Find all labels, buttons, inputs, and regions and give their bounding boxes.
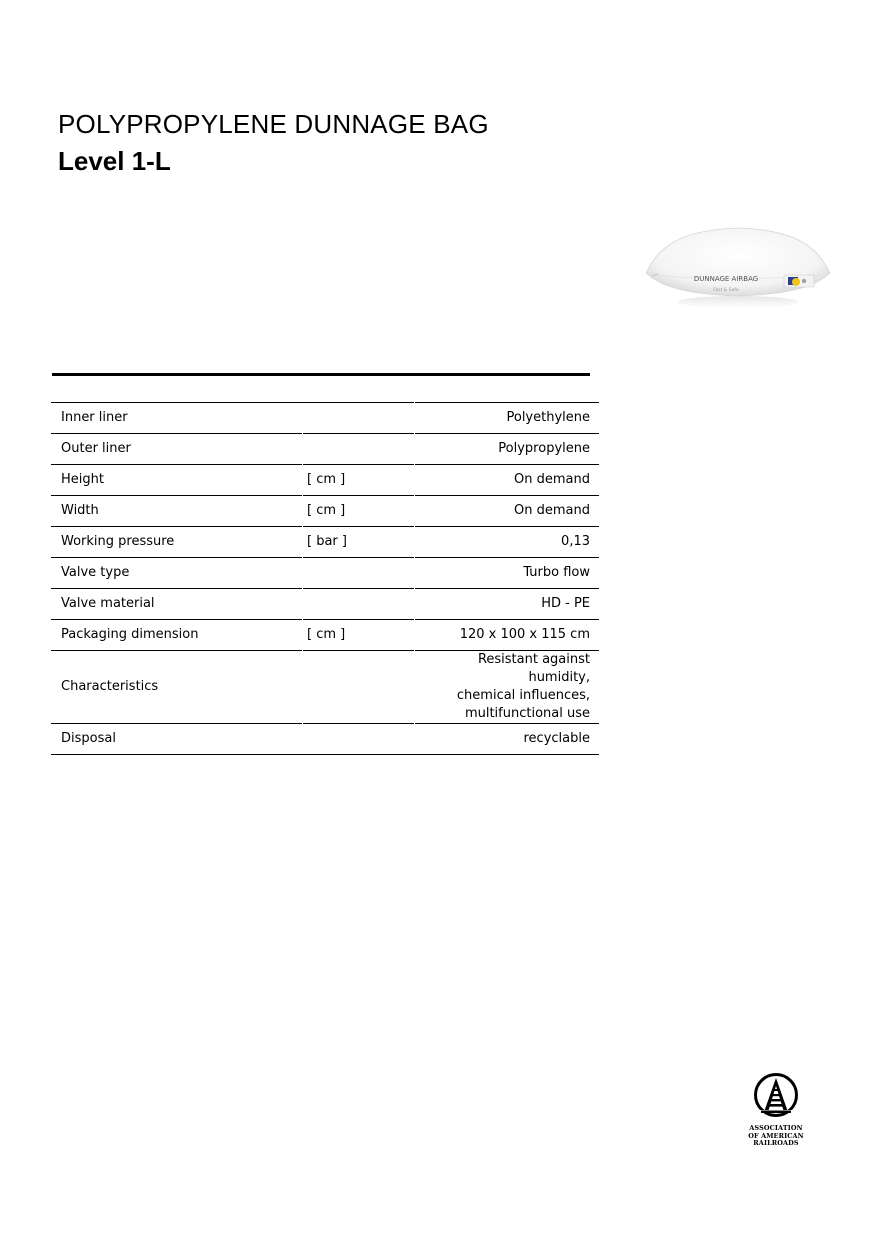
- spec-label: Packaging dimension: [51, 620, 303, 651]
- spec-unit: [303, 651, 415, 724]
- product-level: Level 1-L: [58, 146, 171, 176]
- spec-label: Valve material: [51, 589, 303, 620]
- spec-value: On demand: [415, 496, 600, 527]
- spec-unit: [ cm ]: [303, 620, 415, 651]
- spec-label: Characteristics: [51, 651, 303, 724]
- specifications-table: [51, 402, 599, 755]
- dunnage-bag-image: [638, 218, 836, 318]
- spec-unit: [303, 558, 415, 589]
- spec-unit: [303, 589, 415, 620]
- spec-unit: [ cm ]: [303, 465, 415, 496]
- spec-label: Valve type: [51, 558, 303, 589]
- spec-label: Height: [51, 465, 303, 496]
- table-row: [51, 434, 599, 465]
- spec-value: 0,13: [415, 527, 600, 558]
- spec-value: Polypropylene: [415, 434, 600, 465]
- page-title: POLYPROPYLENE DUNNAGE BAG: [58, 109, 489, 139]
- spec-value: Turbo flow: [415, 558, 600, 589]
- table-row: [51, 527, 599, 558]
- bag-tagline: Fast & Safe: [713, 288, 739, 293]
- header-rule: [52, 373, 590, 376]
- table-row: [51, 403, 599, 434]
- spec-value: HD - PE: [415, 589, 600, 620]
- spec-unit: [303, 434, 415, 465]
- railroad-track-icon: [753, 1072, 799, 1118]
- spec-label: Outer liner: [51, 434, 303, 465]
- spec-value-line: multifunctional use: [464, 706, 590, 721]
- spec-value: recyclable: [415, 724, 600, 755]
- spec-unit: [ cm ]: [303, 496, 415, 527]
- spec-unit: [303, 403, 415, 434]
- spec-value: Polyethylene: [415, 403, 600, 434]
- spec-unit: [303, 724, 415, 755]
- spec-unit: [ bar ]: [303, 527, 415, 558]
- table-row: [51, 558, 599, 589]
- aar-line: OF AMERICAN: [748, 1131, 804, 1140]
- table-row: [51, 496, 599, 527]
- table-row: [51, 465, 599, 496]
- aar-line: ASSOCIATION: [749, 1124, 803, 1132]
- spec-label: Width: [51, 496, 303, 527]
- aar-wordmark: [744, 1125, 808, 1148]
- spec-value: 120 x 100 x 115 cm: [415, 620, 600, 651]
- table-row: [51, 651, 599, 724]
- spec-value-line: Resistant against humidity,: [477, 652, 590, 685]
- table-row: [51, 724, 599, 755]
- aar-line: RAILROADS: [753, 1139, 799, 1147]
- spec-value: On demand: [415, 465, 600, 496]
- spec-label: Inner liner: [51, 403, 303, 434]
- bag-label: DUNNAGE AIRBAG: [693, 275, 759, 283]
- spec-label: Working pressure: [51, 527, 303, 558]
- spec-value-line: chemical influences,: [456, 688, 590, 703]
- spec-value-multiline: [415, 651, 600, 724]
- spec-label: Disposal: [51, 724, 303, 755]
- table-row: [51, 620, 599, 651]
- aar-logo: [744, 1072, 808, 1148]
- table-row: [51, 589, 599, 620]
